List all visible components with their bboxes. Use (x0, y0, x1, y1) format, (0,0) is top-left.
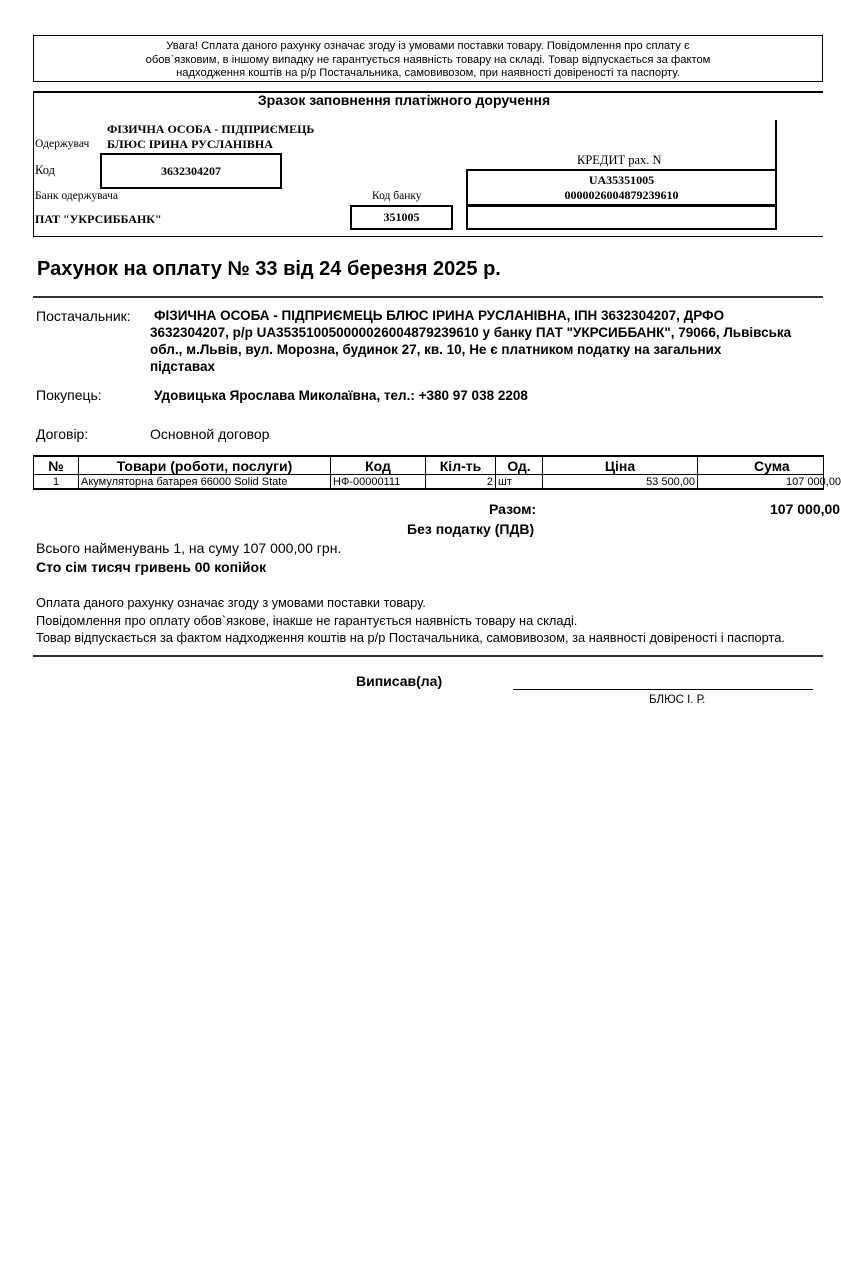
col-header: Сума (698, 456, 824, 475)
supplier-label: Постачальник: (36, 308, 131, 324)
supplier-line: обл., м.Львів, вул. Морозна, будинок 27, кв. 10, Не є платником податку на загальних (150, 342, 722, 357)
account-line1: UA35351005 (588, 173, 655, 187)
signature-label: Виписав(ла) (356, 673, 443, 689)
cell-product: Акумуляторна батарея 66000 Solid State (79, 475, 331, 490)
recipient-line1: ФІЗИЧНА ОСОБА - ПІДПРИЄМЕЦЬ (107, 122, 315, 136)
contract-label: Договір: (36, 426, 89, 442)
vat-label: Без податку (ПДВ) (407, 521, 535, 537)
account-empty-box (466, 205, 777, 230)
col-header: Од. (496, 456, 543, 475)
code-box: 3632304207 (100, 153, 282, 189)
items-count-summary: Всього найменувань 1, на суму 107 000,00 грн. (36, 540, 342, 556)
cell-quantity: 2 (426, 475, 496, 490)
divider (33, 296, 823, 298)
supplier-line: ФІЗИЧНА ОСОБА - ПІДПРИЄМЕЦЬ БЛЮС ІРИНА РУСЛАНІВНА, ІПН 3632304207, ДРФО (154, 308, 725, 323)
col-header: Кіл-ть (426, 456, 496, 475)
recipient-line2: БЛЮС ІРИНА РУСЛАНІВНА (107, 137, 273, 151)
invoice-title: Рахунок на оплату № 33 від 24 березня 2025 р. (37, 258, 501, 280)
table-row (34, 475, 824, 490)
divider (33, 655, 823, 657)
bank-label: Банк одержувача (35, 190, 118, 202)
notice-box (33, 35, 823, 82)
cell-price: 53 500,00 (543, 475, 698, 490)
cell-sum: 107 000,00 (698, 475, 824, 490)
table-header-row (34, 456, 824, 475)
recipient-label: Одержувач (35, 138, 90, 150)
terms-line: Товар відпускається за фактом надходження коштів на р/р Постачальника, самовивозом, за наявності довіреності і паспорта. (36, 630, 785, 645)
terms-line: Оплата даного рахунку означає згоду з умовами поставки товару. (36, 595, 426, 610)
col-header: Код (331, 456, 426, 475)
terms-line: Повідомлення про оплату обов`язкове, інакше не гарантується наявність товару на складі. (36, 612, 578, 628)
bank-name: ПАТ "УКРСИББАНК" (35, 212, 162, 226)
col-header: Товари (роботи, послуги) (79, 456, 331, 475)
account-line2: 0000026004879239610 (564, 188, 679, 202)
code-label: Код (35, 163, 55, 177)
account-box (466, 169, 777, 206)
amount-in-words: Сто сім тисяч гривень 00 копійок (36, 559, 267, 575)
col-header: № (34, 456, 79, 475)
buyer-value: Удовицька Ярослава Миколаївна, тел.: +380 97 038 2208 (154, 388, 528, 403)
signer-name: БЛЮС І. Р. (649, 694, 706, 706)
total-value: 107 000,00 (770, 501, 841, 517)
form-divider (775, 120, 777, 170)
notice-line: надходження коштів на р/р Постачальника, самовивозом, при наявності довіреності та паспорту. (176, 67, 680, 79)
contract-value: Основной договор (150, 426, 270, 442)
bank-code-box: 351005 (350, 205, 453, 230)
notice-line: обов`язковим, в іншому випадку не гарантується наявність товару на складі. Товар відпускається за фактом (145, 53, 711, 66)
supplier-line: підставах (150, 359, 216, 374)
payment-form-title: Зразок заповнення платіжного доручення (257, 92, 551, 108)
terms-block (36, 594, 785, 647)
supplier-line: 3632304207, р/р UA353510050000026004879239610 у банку ПАТ "УКРСИББАНК", 79066, Львівська (150, 325, 792, 340)
credit-label: КРЕДИТ рах. N (577, 153, 662, 167)
signature-line (513, 689, 813, 690)
cell-code: НФ-00000111 (331, 475, 426, 490)
total-label: Разом: (489, 501, 537, 517)
bank-code-label: Код банку (372, 190, 422, 202)
cell-number: 1 (34, 475, 79, 490)
col-header: Ціна (543, 456, 698, 475)
items-table (33, 455, 841, 490)
notice-line: Увага! Сплата даного рахунку означає згоду із умовами поставки товару. Повідомлення про сплату є (166, 40, 690, 52)
cell-unit: шт (496, 475, 543, 490)
supplier-details (150, 307, 810, 375)
buyer-label: Покупець: (36, 387, 102, 403)
